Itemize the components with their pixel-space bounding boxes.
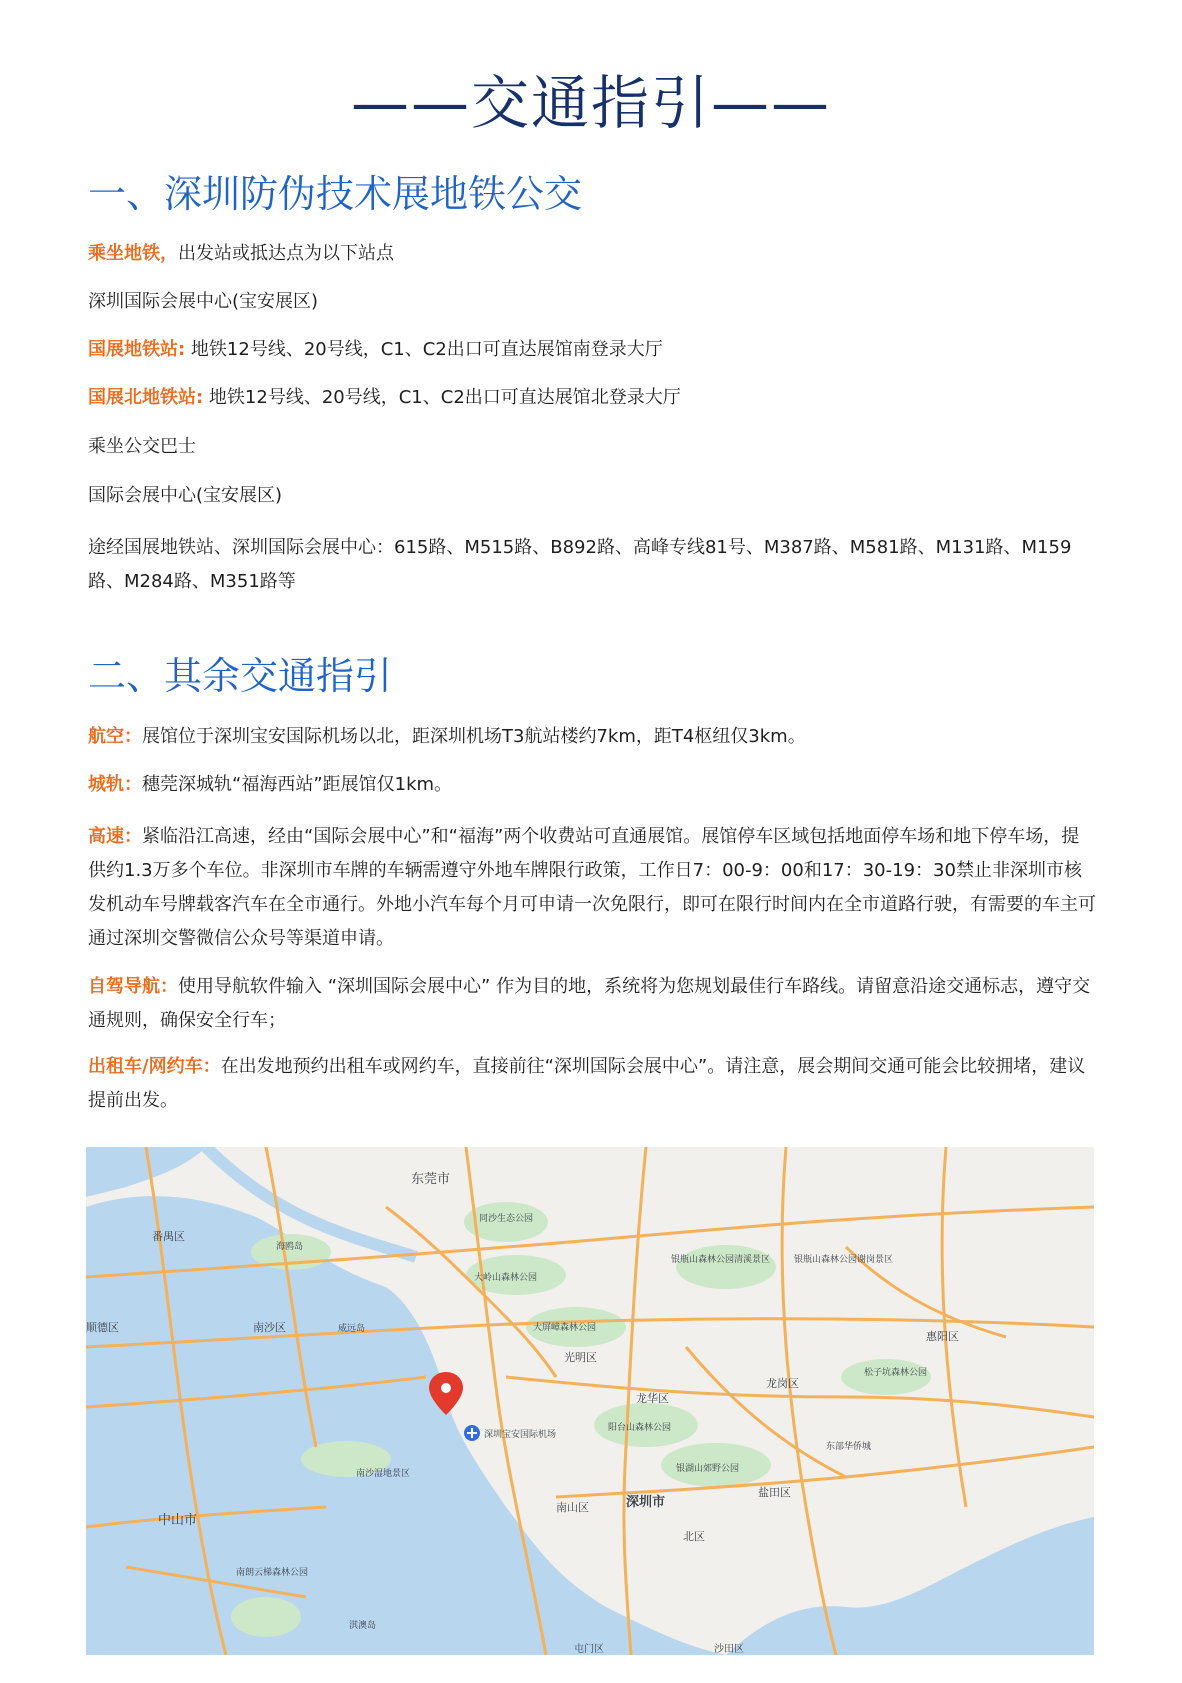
- map-label-longgang: 龙岗区: [766, 1377, 799, 1390]
- rail-info: [88, 768, 1096, 802]
- map-label-guangming: 光明区: [564, 1351, 597, 1364]
- map-label-tuenmun: 屯门区: [574, 1644, 604, 1655]
- taxi-key: 出租车/网约车：: [88, 1056, 221, 1077]
- map-label-shenzhen: 深圳市: [626, 1495, 666, 1510]
- page-title: ——交通指引——: [350, 69, 831, 137]
- highway-key: 高速：: [88, 826, 142, 847]
- map-label-dapingzhang: 大屏嶂森林公园: [533, 1323, 597, 1333]
- map-label-panyu: 番禺区: [152, 1230, 185, 1243]
- park-yinping: [676, 1245, 776, 1289]
- map-label-songzikeng: 松子坑森林公园: [864, 1368, 928, 1378]
- section2-heading: 二、其余交通指引: [88, 654, 393, 698]
- map-label-longhua: 龙华区: [636, 1392, 669, 1405]
- station1-text: 地铁12号线、20号线，C1、C2出口可直达展馆南登录大厅: [185, 339, 663, 360]
- drive-info: [88, 970, 1096, 1038]
- metro-intro: [88, 237, 1096, 271]
- air-key: 航空：: [88, 726, 142, 747]
- map-label-nanshan: 南山区: [556, 1501, 589, 1514]
- map-label-yantian: 盐田区: [758, 1486, 791, 1499]
- map-label-futian: 北区: [683, 1530, 705, 1543]
- rail-text: 穗莞深城轨“福海西站”距展馆仅1km。: [142, 774, 453, 795]
- station-2: [88, 381, 1096, 415]
- map-label-yangtaishan: 阳台山森林公园: [608, 1423, 672, 1433]
- map-label-tongsha: 同沙生态公园: [479, 1214, 534, 1224]
- metro-key: 乘坐地铁，: [88, 243, 178, 264]
- park-nanlang: [231, 1597, 301, 1637]
- taxi-text: 在出发地预约出租车或网约车，直接前往“深圳国际会展中心”。请注意，展会期间交通可能会比较拥堵，建议提前出发。: [88, 1056, 1086, 1111]
- venue-2: 国际会展中心(宝安展区): [88, 485, 283, 506]
- map-label-nansha-wetland: 南沙湿地景区: [356, 1469, 411, 1479]
- metro-text: 出发站或抵达点为以下站点: [178, 243, 394, 264]
- station1-key: 国展地铁站:: [88, 339, 186, 360]
- map-label-airport: 深圳宝安国际机场: [484, 1430, 557, 1440]
- air-text: 展馆位于深圳宝安国际机场以北，距深圳机场T3航站楼约7km，距T4枢纽仅3km。: [142, 726, 806, 747]
- map-label-shunde: 顺德区: [86, 1321, 119, 1334]
- map-label-yinping-1: 银瓶山森林公园清溪景区: [671, 1255, 771, 1265]
- airport-icon: [464, 1425, 480, 1441]
- map-label-haiou: 海鸥岛: [276, 1242, 304, 1252]
- drive-text: 使用导航软件输入 “深圳国际会展中心” 作为目的地，系统将为您规划最佳行车路线。请留意沿途交通标志，遵守交通规则，确保安全行车；: [88, 976, 1091, 1031]
- drive-key: 自驾导航：: [88, 976, 178, 997]
- air-info: [88, 720, 1096, 754]
- map-label-huiyang: 惠阳区: [926, 1330, 959, 1343]
- map-label-dalingshan: 大岭山森林公园: [474, 1273, 538, 1283]
- highway-info: [88, 820, 1096, 956]
- map-label-donghua: 东部华侨城: [826, 1442, 872, 1452]
- station-1: [88, 333, 1096, 367]
- highway-text: 紧临沿江高速，经由“国际会展中心”和“福海”两个收费站可直通展馆。展馆停车区域包括地面停车场和地下停车场，提供约1.3万多个车位。非深圳市车牌的车辆需遵守外地车牌限行政策，工作日7：00-9：00和17：30-19：30禁止非深圳市核发机动车号牌载客汽车在全市通行。外地小汽车每个月可申请一次免限行，即可在限行时间内在全市道路行驶，有需要的车主可通过深圳交警微信公众号等渠道申请。: [88, 826, 1096, 949]
- bus-title: 乘坐公交巴士: [88, 436, 196, 457]
- map-label-nanlang: 南朗云梯森林公园: [236, 1568, 309, 1578]
- map-canvas: [86, 1147, 1094, 1655]
- venue-1: 深圳国际会展中心(宝安展区): [88, 291, 319, 312]
- map-label-qiao: 淇澳岛: [349, 1621, 377, 1631]
- map-label-nansha: 南沙区: [253, 1321, 286, 1334]
- section1-heading: 一、深圳防伪技术展地铁公交: [88, 172, 583, 216]
- rail-key: 城轨：: [88, 774, 142, 795]
- taxi-info: [88, 1050, 1096, 1118]
- map-label-weiyuan: 威远岛: [338, 1324, 366, 1334]
- map-label-yinping-2: 银瓶山森林公园谢岗景区: [794, 1255, 894, 1265]
- bus-routes: 途经国展地铁站、深圳国际会展中心：615路、M515路、B892路、高峰专线81号、M387路、M581路、M131路、M159路、M284路、M351路等: [88, 537, 1072, 592]
- map-label-shatin: 沙田区: [714, 1644, 744, 1655]
- map-label-dongguan: 东莞市: [411, 1172, 451, 1187]
- location-map[interactable]: [86, 1147, 1094, 1655]
- station2-text: 地铁12号线、20号线，C1、C2出口可直达展馆北登录大厅: [203, 387, 681, 408]
- station2-key: 国展北地铁站:: [88, 387, 204, 408]
- map-label-zhongshan: 中山市: [158, 1513, 198, 1528]
- map-label-yinhushan: 银湖山郊野公园: [676, 1464, 740, 1474]
